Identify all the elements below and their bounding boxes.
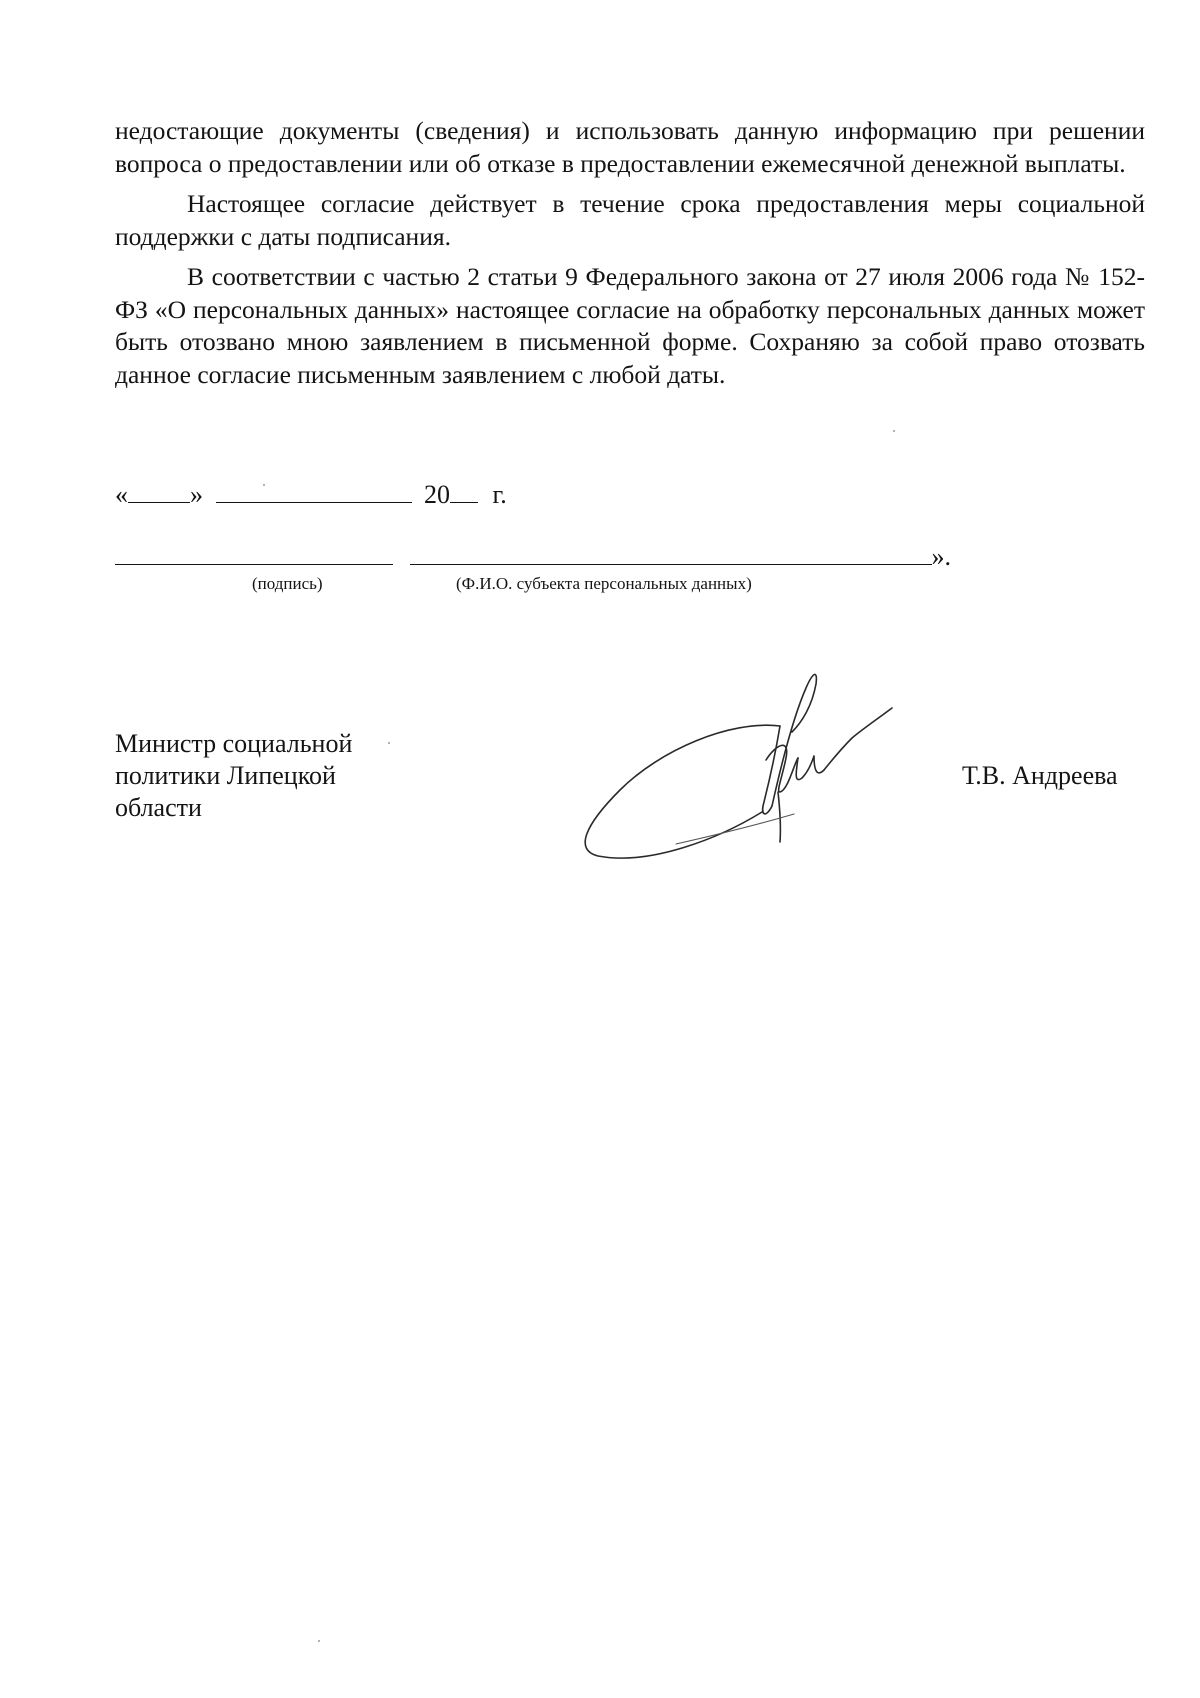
fio-caption: (Ф.И.О. субъекта персональных данных)	[456, 574, 752, 593]
scan-speck	[263, 484, 265, 486]
scan-speck	[388, 742, 390, 744]
fio-blank	[410, 540, 932, 565]
year-blank	[450, 478, 478, 503]
signature-caption: (подпись)	[252, 574, 323, 593]
paragraph-validity: Настоящее согласие действует в течение срока предоставления меры социальной поддержки с даты подписания.	[115, 189, 1145, 251]
handwritten-signature	[580, 660, 900, 870]
signer-position-line: Министр социальной	[115, 729, 353, 758]
document-body	[115, 115, 1145, 399]
paragraph-continuation: недостающие документы (сведения) и использовать данную информацию при решении вопроса о предоставлении или об отказе в предоставлении ежемесячной денежной выплаты.	[115, 116, 1145, 178]
signer-position-line: политики Липецкой	[115, 761, 336, 790]
date-close-quote: »	[190, 480, 203, 509]
paragraph-withdrawal: В соответствии с частью 2 статьи 9 Федерального закона от 27 июля 2006 года № 152-ФЗ «О персональных данных» настоящее согласие на обработку персональных данных может быть отозвано мною заявлением в письменной форме. Сохраняю за собой право отозвать данное согласие письменным заявлением с любой даты.	[115, 262, 1145, 389]
year-suffix: г.	[492, 480, 507, 509]
scan-speck	[893, 430, 895, 432]
signature-fio-line	[115, 540, 951, 572]
signer-position	[115, 728, 352, 824]
signer-position-line: области	[115, 793, 202, 822]
day-blank	[128, 478, 190, 503]
month-blank	[216, 478, 412, 503]
scan-speck	[318, 1640, 320, 1642]
closing-quote: ».	[931, 542, 951, 571]
year-prefix: 20	[424, 480, 450, 509]
signer-name: Т.В. Андреева	[962, 761, 1118, 790]
signature-blank	[115, 540, 393, 565]
date-open-quote: «	[115, 480, 128, 509]
date-field	[115, 478, 507, 511]
